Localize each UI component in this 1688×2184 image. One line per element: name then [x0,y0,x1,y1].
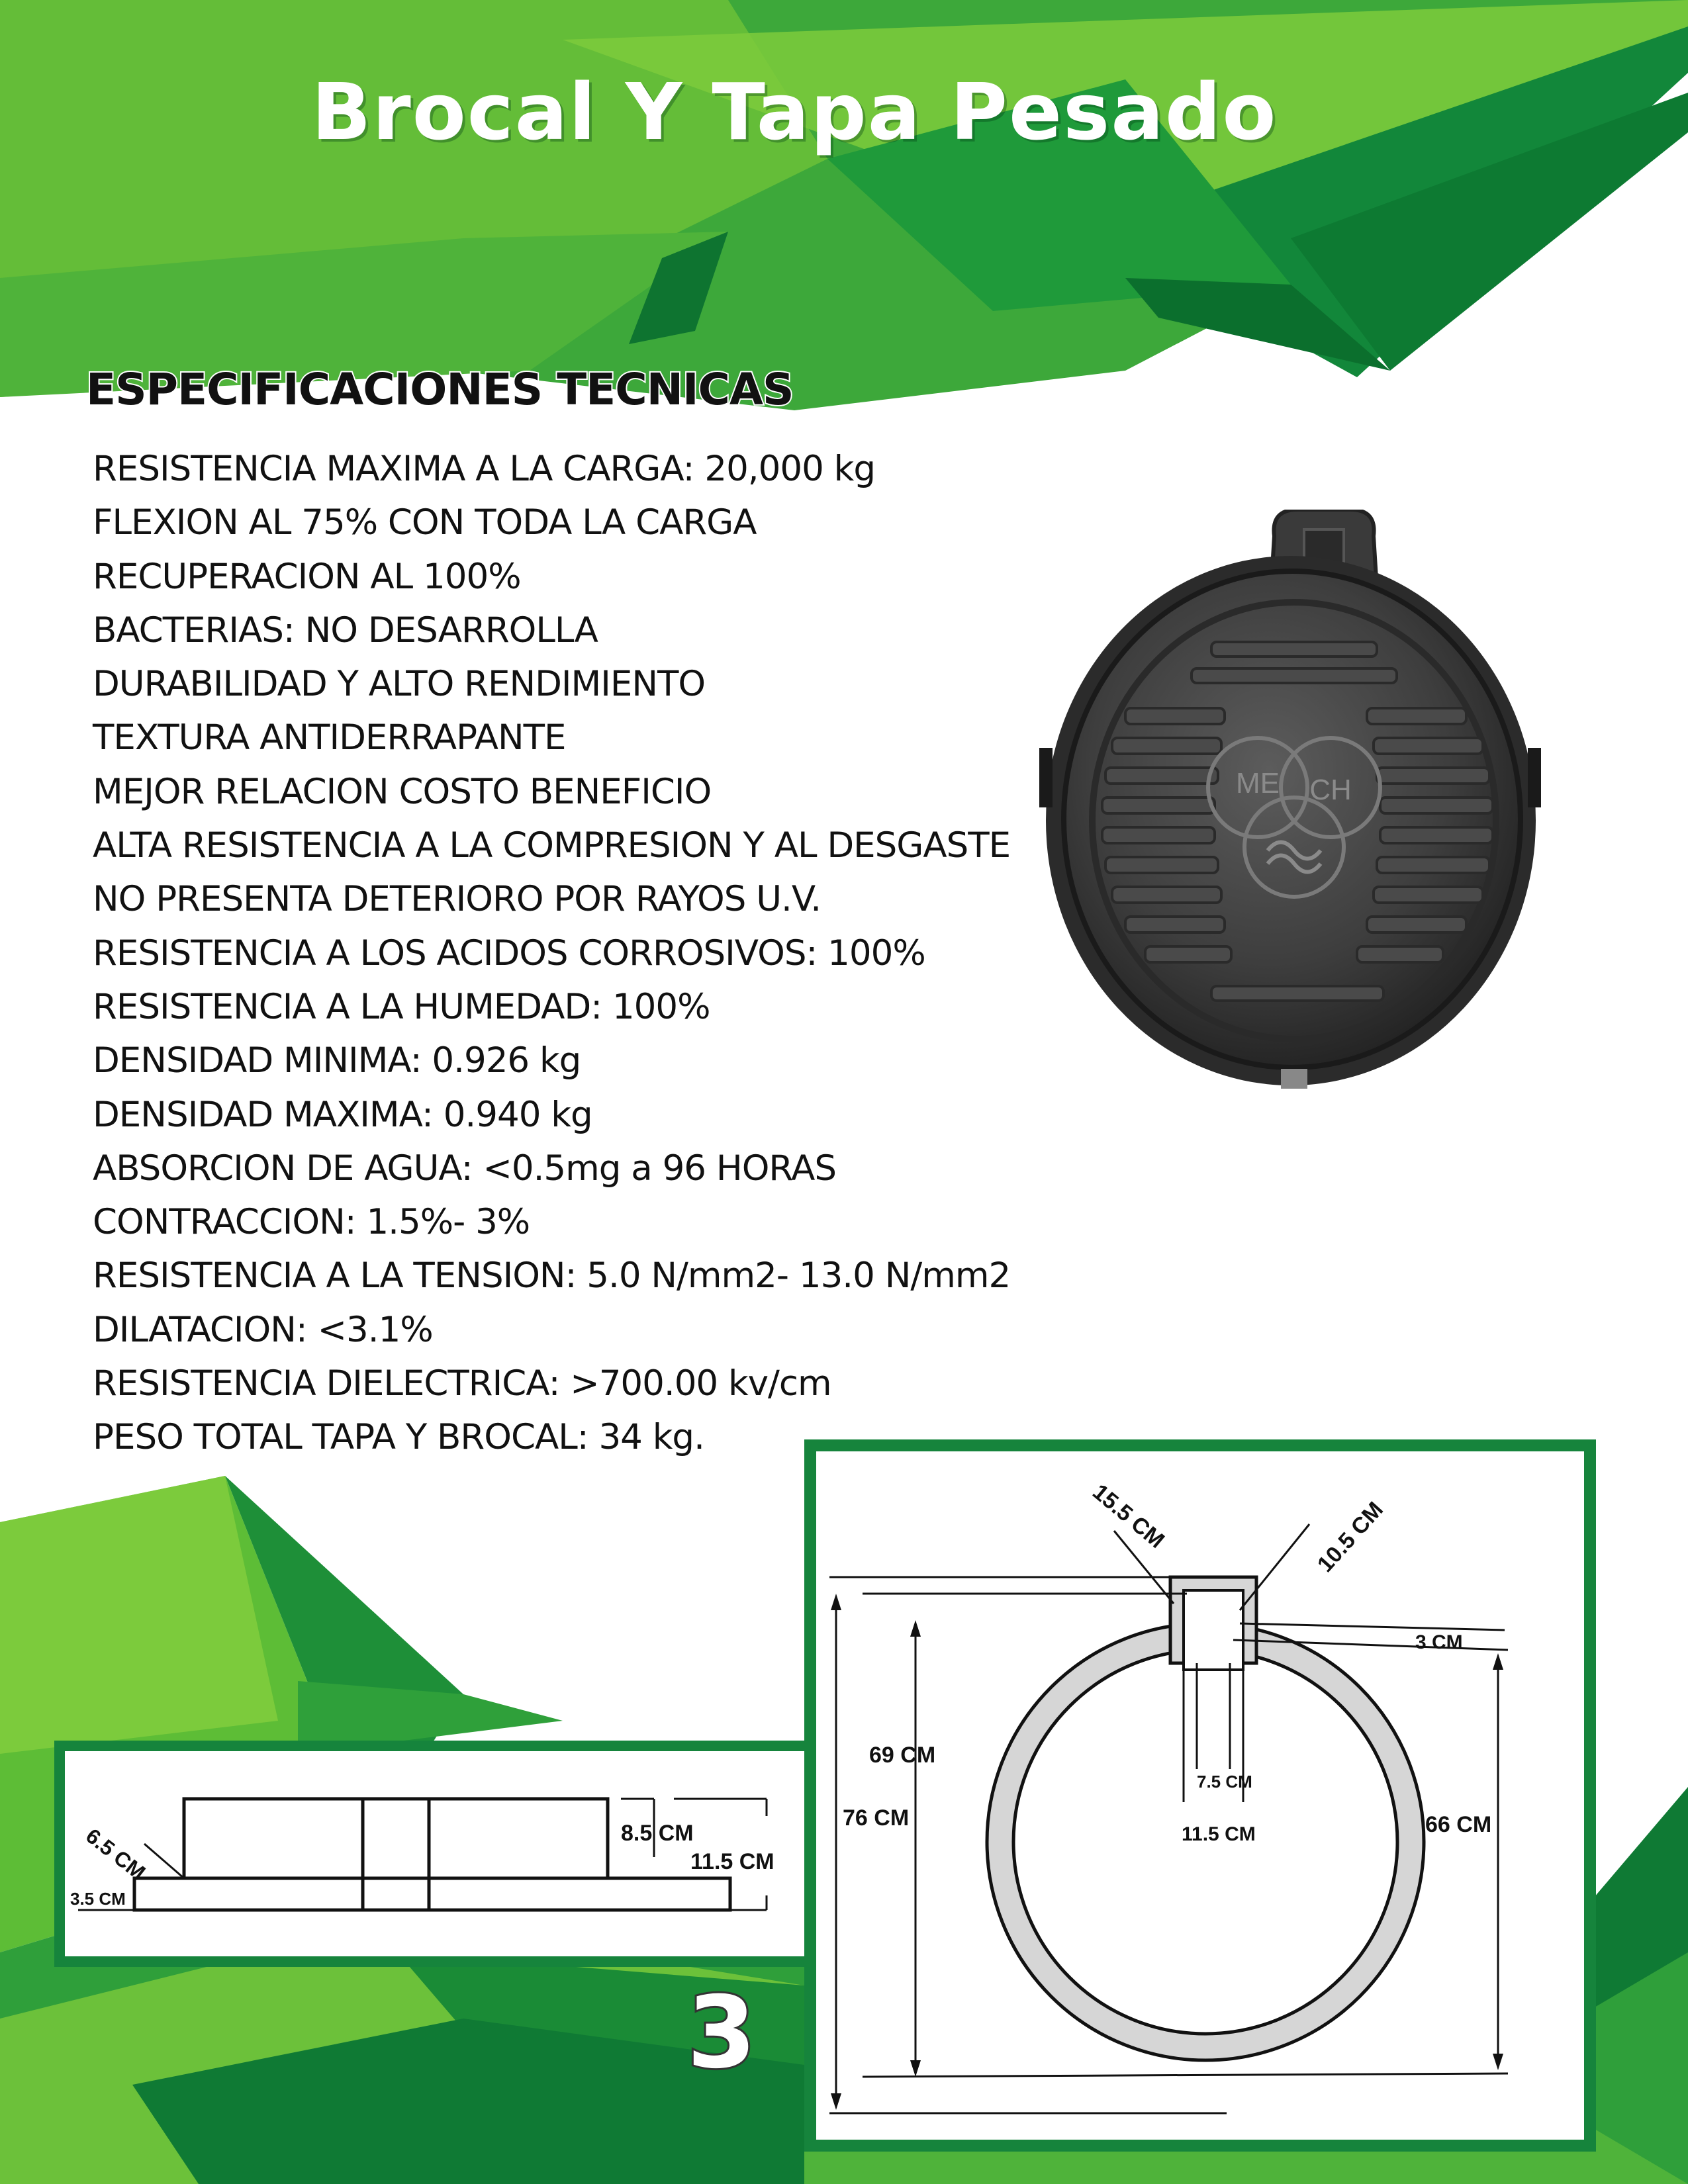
spec-item: DURABILIDAD Y ALTO RENDIMIENTO [93,664,706,705]
specifications-list [93,442,1010,1465]
spec-item: PESO TOTAL TAPA Y BROCAL: 34 kg. [93,1417,704,1458]
dim-thickness-left: 6.5 CM [81,1823,150,1885]
side-view-diagram [65,1751,833,1956]
dim-hinge-depth: 10.5 CM [1312,1497,1389,1578]
manhole-cover-photo [1039,510,1542,1092]
spec-item: DILATACION: <3.1% [93,1309,433,1350]
spec-item: BACTERIAS: NO DESARROLLA [93,610,598,651]
spec-item: TEXTURA ANTIDERRAPANTE [93,717,566,758]
specifications-heading: ESPECIFICACIONES TECNICAS [86,364,794,415]
dim-base-left: 3.5 CM [70,1889,126,1909]
spec-item: MEJOR RELACION COSTO BENEFICIO [93,771,712,812]
spec-item: DENSIDAD MINIMA: 0.926 kg [93,1040,581,1081]
dim-height-total: 11.5 CM [690,1849,774,1874]
spec-item: RESISTENCIA DIELECTRICA: >700.00 kv/cm [93,1363,831,1404]
dim-slot-outer: 11.5 CM [1182,1823,1256,1845]
top-view-diagram [816,1451,1584,2140]
spec-item: RESISTENCIA A LA HUMEDAD: 100% [93,986,710,1027]
logo-left-text: ME [1236,767,1280,799]
page-number: 3 [686,1976,757,2091]
dim-inner: 69 CM [869,1743,936,1768]
spec-item: ALTA RESISTENCIA A LA COMPRESION Y AL DESGASTE [93,825,1011,866]
top-view-panel [804,1439,1596,2152]
logo-right-text: CH [1309,774,1352,806]
dim-slot-inner: 7.5 CM [1197,1772,1252,1792]
spec-item: RESISTENCIA MAXIMA A LA CARGA: 20,000 kg [93,449,876,489]
spec-item: RESISTENCIA A LOS ACIDOS CORROSIVOS: 100% [93,933,925,974]
spec-item: CONTRACCION: 1.5%- 3% [93,1202,530,1243]
dim-ring: 3 CM [1415,1631,1463,1653]
spec-item: ABSORCION DE AGUA: <0.5mg a 96 HORAS [93,1148,837,1189]
dim-opening: 66 CM [1425,1812,1492,1837]
dim-outer: 76 CM [843,1805,910,1831]
spec-item: RESISTENCIA A LA TENSION: 5.0 N/mm2- 13.0 N/mm2 [93,1255,1011,1297]
spec-item: RECUPERACION AL 100% [93,556,521,597]
side-view-panel [54,1741,843,1967]
spec-item: NO PRESENTA DETERIORO POR RAYOS U.V. [93,879,821,920]
spec-item: DENSIDAD MAXIMA: 0.940 kg [93,1094,592,1135]
dim-hinge-width: 15.5 CM [1088,1479,1170,1553]
spec-item: FLEXION AL 75% CON TODA LA CARGA [93,502,757,543]
dim-height-inner: 8.5 CM [621,1821,694,1846]
page-title: Brocal Y Tapa Pesado [311,66,1278,158]
